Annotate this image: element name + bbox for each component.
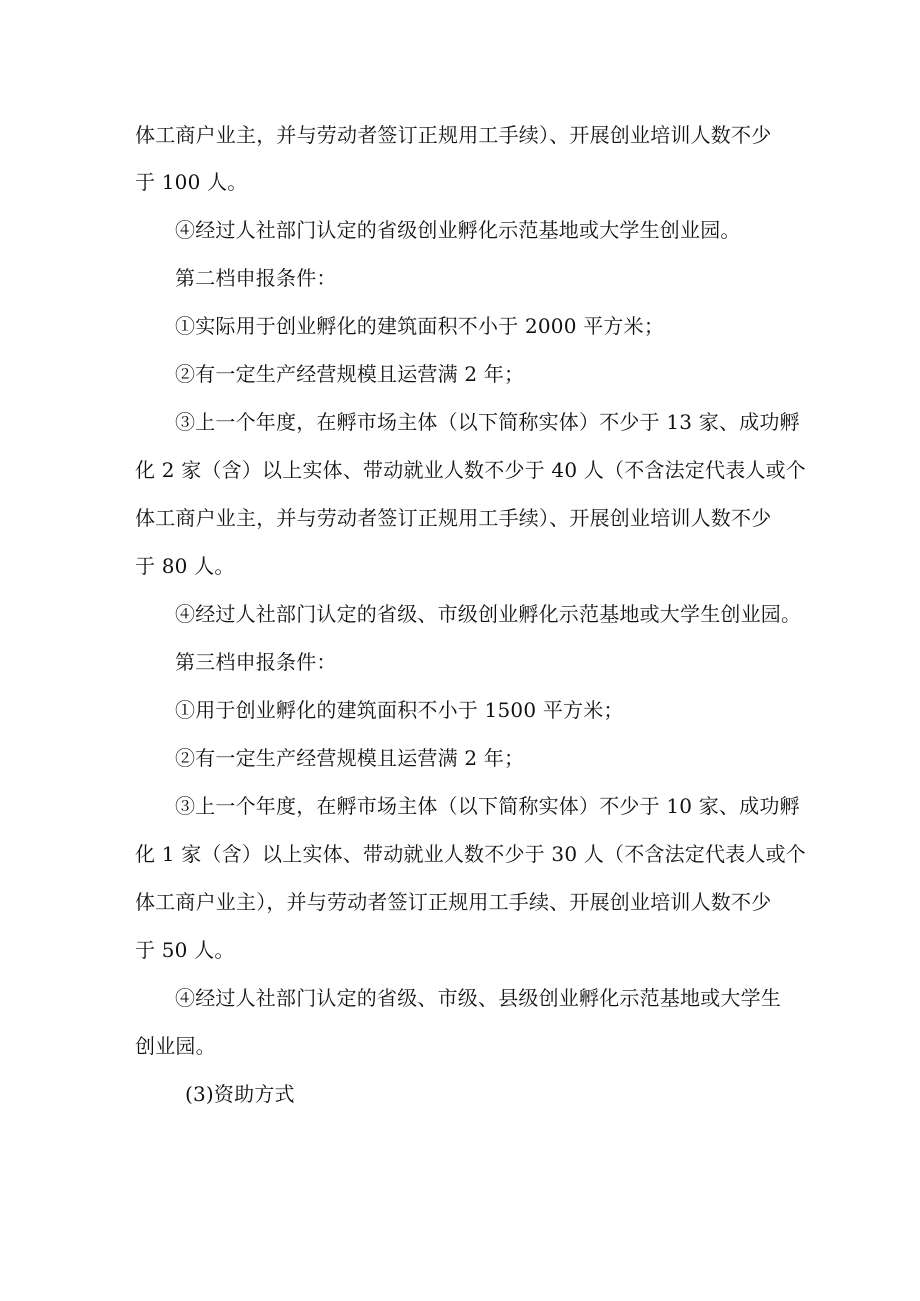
- paragraph-line: 化 1 家（含）以上实体、带动就业人数不少于 30 人（不含法定代表人或个: [135, 842, 807, 866]
- paragraph-line: ②有一定生产经营规模且运营满 2 年；: [175, 362, 525, 386]
- paragraph-line: ④经过人社部门认定的省级创业孵化示范基地或大学生创业园。: [175, 218, 741, 242]
- paragraph-line: ③上一个年度，在孵市场主体（以下简称实体）不少于 10 家、成功孵: [175, 794, 800, 818]
- subsection-heading: (3)资助方式: [185, 1082, 295, 1106]
- paragraph-line: ②有一定生产经营规模且运营满 2 年；: [175, 746, 525, 770]
- paragraph-line: 于 80 人。: [135, 554, 235, 578]
- section-heading: 第三档申报条件：: [175, 650, 337, 674]
- paragraph-line: ①实际用于创业孵化的建筑面积不小于 2000 平方米；: [175, 314, 665, 338]
- paragraph-line: 创业园。: [135, 1034, 216, 1058]
- paragraph-line: 于 100 人。: [135, 170, 248, 194]
- paragraph-line: 化 2 家（含）以上实体、带动就业人数不少于 40 人（不含法定代表人或个: [135, 458, 807, 482]
- paragraph-line: 体工商户业主，并与劳动者签订正规用工手续）、开展创业培训人数不少: [135, 123, 772, 147]
- paragraph-line: ①用于创业孵化的建筑面积不小于 1500 平方米；: [175, 698, 624, 722]
- paragraph-line: 于 50 人。: [135, 938, 235, 962]
- paragraph-line: 体工商户业主），并与劳动者签订正规用工手续、开展创业培训人数不少: [135, 890, 772, 914]
- paragraph-line: ③上一个年度，在孵市场主体（以下简称实体）不少于 13 家、成功孵: [175, 410, 800, 434]
- paragraph-line: 体工商户业主，并与劳动者签订正规用工手续）、开展创业培训人数不少: [135, 506, 772, 530]
- paragraph-line: ④经过人社部门认定的省级、市级、县级创业孵化示范基地或大学生: [175, 986, 781, 1010]
- section-heading: 第二档申报条件：: [175, 266, 337, 290]
- paragraph-line: ④经过人社部门认定的省级、市级创业孵化示范基地或大学生创业园。: [175, 602, 802, 626]
